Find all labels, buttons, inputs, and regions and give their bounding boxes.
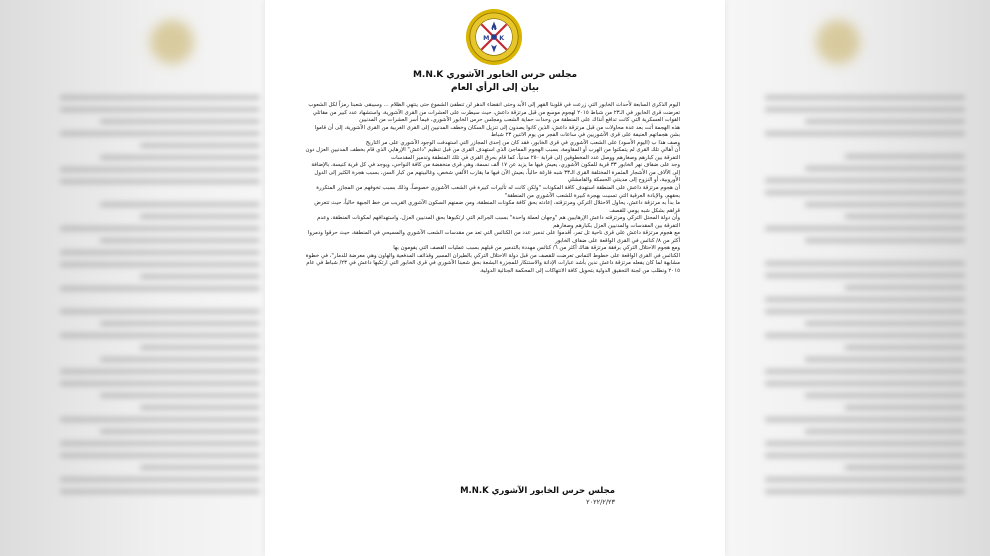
paragraph: وجد على ضفاف نهر الخابور ٣٣ قرية للمكون الآشوري، يعيش فيها ما يزيد عن ١٧ ألف نسمة، وهي قرى منخفضة من كافة النواحي، ويوجد في كل قرية كنيسة، بالإضافة إلى الآلاف من الأشجار المثمرة المختلفة القرى الـ٣٣ شبه فارغة حالياً، بعيش الآن فيها ما يقارب الألفي شخص، وغالبيتهم من كبار السن، بسبب هجرة الكثير إلى الدول الأوروبية، أو النزوح إلى مدينتي الحسكة والقامشلي bbox=[311, 162, 680, 184]
blurred-text-lines bbox=[60, 95, 260, 501]
paragraph: أن أهالي تلك القرى لم يتمكنوا من الهرب أو المقاومة، بسبب الهجوم المفاجئ الذي استهدف القرى من قبل تنظيم "داعش" الإرهابي الذي قام بخطف المدنيين العزل دون التفرقة بين كبارهم وصغارهم ووصل عدد المخطوفين إلى قرابة ٢٥٠ مدنياً، كما قام بحرق القرى في تلك المنطقة وتدمير المقدسات bbox=[305, 147, 680, 161]
paragraph: هذه الهجمة أتت بعد عدة محاولات من قبل مرتزقة داعش، الذين كانوا يصدون إلى تنزيل السكان وخطف المدنيين إلى القرى الغربية من القرى الآشورية، إلى أن قاموا بشن هجماتهم العنيفة على قرى الآشوريين في ساعات الفجر من يوم الاثنين ٢٣ شباط bbox=[314, 124, 680, 139]
paragraph: تعرضت قرى الخابور في الـ٢٣ من شباط ٢٠١٥ لهجوم موسع من قبل مرتزقة داعش، حيث سيطرت على العشرات من القرى الآشورية، واستشهاد عدد كبير من مقاتلي القوات العسكرية التي كانت تدافع آنذاك على المنطقة من وحدات حماية الشعب ومجلس حرس الخابور الآشوري، فيما أسر العشرات من المدنيين bbox=[312, 109, 680, 124]
paragraph: ومع هجوم الاحتلال التركي برفقة مرتزقة هناك أكثر من ٦/ كنائس مهددة بالتدمير من قبلهم بسبب عمليات القصف التي يقومون بها bbox=[393, 245, 680, 252]
paragraph: الكنائس في القرى الواقعة على خطوط التماس تعرضت للقصف من قبل دولة الاحتلال التركي بالطيران المسير وقذائف المدفعية والهاون وهي معرضة للدمار"، في خطوة مشابهة لما كان يفعله مرتزقة داعش ندين بأشد عبارات الإدانة والاستنكار للمجزرة البشعة بحق شعبنا الآشوري في قرى الخابور التي ارتكبها داعش في ٢٣/ شباط في عام ٢٠١٥ ونطلب من لجنة التحقيق الدولية بتحويل كافة الانتهاكات إلى المحكمة الجنائية الدولية. bbox=[305, 252, 680, 275]
logo-letter-n: N bbox=[491, 24, 497, 32]
blurred-left-panel bbox=[0, 0, 265, 556]
signature: مجلس حرس الخابور الآشوري M.N.K bbox=[460, 486, 615, 496]
paragraph: وصف هذا ب (اليوم الأسود) على الشعب الآشوري في قرى الخابور، فقد كان من إحدى المجازر التي استهدفت الوجود الآشوري على مر التاريخ bbox=[365, 139, 680, 146]
blurred-logo bbox=[150, 20, 194, 64]
statement-body bbox=[305, 102, 680, 276]
mnk-emblem-icon bbox=[465, 8, 523, 66]
document-subtitle: بيان إلى الرأي العام bbox=[450, 83, 539, 93]
logo-letter-k: K bbox=[499, 34, 505, 42]
document-date: ٢٠٢٢/٢/٢٣ bbox=[586, 498, 615, 506]
paragraph: وأن دولة المحتل التركي ومرتزقته داعش الإرهابيين هم "وجهان لعملة واحدة" بسبب الجرائم التي ارتكبوها بحق المدنيين العزل، واستهدافهم لمكونات المنطقة، وعدم التفرقة بين المقدسات والمدنيين العزل بكبارهم وصغارهم bbox=[317, 215, 680, 229]
document-title: مجلس حرس الخابور الآشوري M.N.K bbox=[412, 70, 578, 80]
paragraph: اليوم الذكرى السابعة لأحداث الخابور التي زرعت في قلوبنا القهر إلى الأبد وحتى انقضاء الدهر لن تنطفئ الشموع حتى ينتهي الظلام ... وسيبقى شعبنا رمزاً لكل الشعوب bbox=[308, 102, 680, 108]
paragraph: ما بدأ به مرتزقة داعش، يحاول الاحتلال التركي ومرتزقته، إعادته بحق كافة مكونات المنطقة، ومن ضمنهم السكون الآشوري القريب من خط الجبهة حالياً، حيث تتعرض قراهم بشكل شبه يومي للقصف bbox=[314, 200, 680, 214]
blurred-logo bbox=[816, 20, 860, 64]
blurred-right-panel bbox=[725, 0, 990, 556]
logo-letter-m: M bbox=[483, 34, 490, 42]
blurred-text-lines bbox=[765, 95, 965, 501]
paragraph: أن هجوم مرتزقة داعش على المنطقة استهدف كافة المكونات "ولكن كانت له تأثيرات كبيرة في الشعب الآشوري خصوصاً، وذلك بسبب تخوفهم من المجازر المتكررة بحقهم، والإبادة العرقية التي تسببت بهجرة كبيرة للشعب الآشوري من المنطقة" bbox=[316, 185, 680, 199]
document-page bbox=[265, 0, 725, 556]
paragraph: مع هجوم مرتزقة داعش على قرى ناحية تل تمر، أقدموا على تدمير عدد من الكنائس التي تعد من مقدسات الشعب الآشوري والمسيحي في المنطقة، حيث حرقوا ودمروا أكثر من ٨/ كنائس في القرى الواقعة على ضفاف الخابور bbox=[307, 230, 680, 244]
